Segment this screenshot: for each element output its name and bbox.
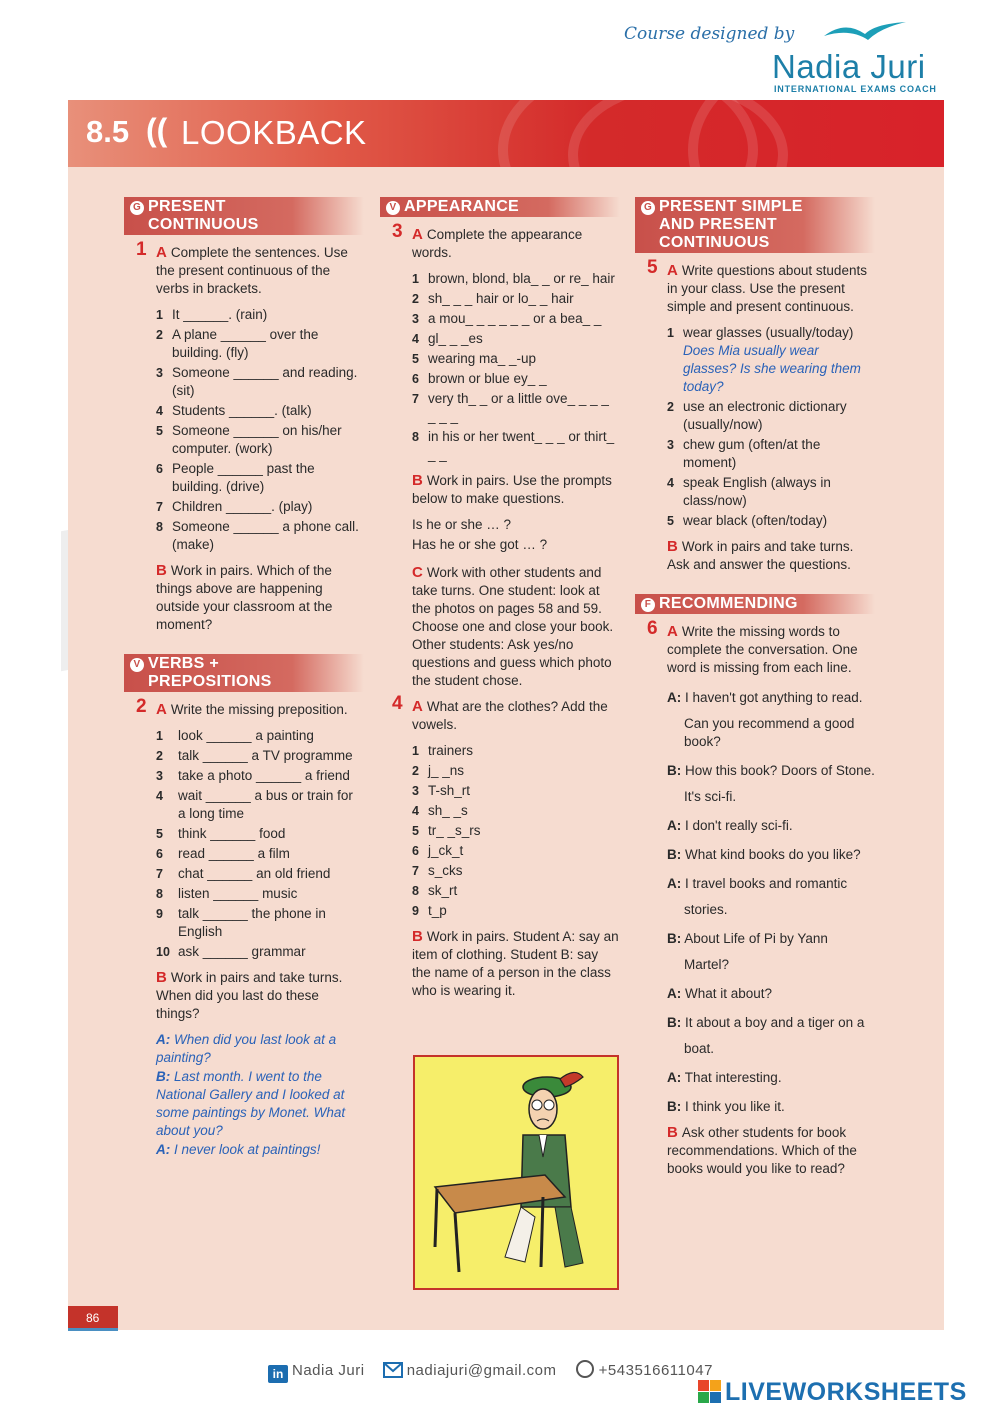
column-3 xyxy=(635,197,875,1186)
student-at-desk-drawing xyxy=(415,1057,617,1288)
liveworksheets-icon xyxy=(698,1380,722,1404)
list-item[interactable]: 7 Children ______. (play) xyxy=(156,499,313,514)
list-item[interactable]: 3 T-sh_rt xyxy=(412,783,471,798)
list-item[interactable]: 5 think ______ food xyxy=(156,826,286,841)
lesson-title: LOOKBACK xyxy=(181,114,367,151)
footer-email[interactable]: nadiajuri@gmail.com xyxy=(406,1362,557,1379)
example-answer: Does Mia usually wear glasses? Is she wearing them today? xyxy=(683,343,861,394)
vocabulary-badge-icon: V xyxy=(386,201,400,215)
list-item[interactable]: 1 wear glasses (usually/today) Does Mia usually wear glasses? Is she wearing them today? xyxy=(667,325,861,394)
list-item[interactable]: 2 use an electronic dictionary (usually/now) xyxy=(667,399,847,432)
worksheet-page xyxy=(68,100,944,1330)
list-item[interactable]: 1 brown, blond, bla_ _ or re_ hair xyxy=(412,271,615,286)
list-item[interactable]: 4 gl_ _ _es xyxy=(412,331,483,346)
conversation-line[interactable]: B: What kind books do you like? xyxy=(667,847,861,862)
exercise-5b: B Work in pairs and take turns. Ask and answer the questions. xyxy=(667,538,854,572)
list-item[interactable]: 4 Students ______. (talk) xyxy=(156,403,312,418)
grammar-badge-icon: G xyxy=(641,201,655,215)
list-item[interactable]: 6 People ______ past the building. (drive) xyxy=(156,461,315,494)
list-item[interactable]: 6 j_ck_t xyxy=(412,843,464,858)
exercise-5-list xyxy=(635,324,875,530)
function-badge-icon: F xyxy=(641,598,655,612)
exercise-4b: B Work in pairs. Student A: say an item of clothing. Student B: say the name of a person in the class who is wearing it. xyxy=(412,928,619,998)
exercise-4-list xyxy=(380,742,620,920)
exercise-3a: 3 A Complete the appearance words. xyxy=(392,221,583,260)
brand-name: Nadia Juri xyxy=(772,48,926,85)
list-item[interactable]: 5 wear black (often/today) xyxy=(667,513,828,528)
section-appearance: V APPEARANCE xyxy=(380,197,620,217)
footer-phone[interactable]: +543516611047 xyxy=(598,1362,713,1379)
linkedin-icon[interactable]: in xyxy=(268,1365,288,1383)
list-item[interactable]: 5 Someone ______ on his/her computer. (work) xyxy=(156,423,342,456)
conversation-line[interactable]: B: About Life of Pi by Yann Martel? xyxy=(667,931,828,972)
example-dialogue: A: When did you last look at a painting? B: Last month. I went to the National Gallery and I looked at some paintings by Monet. What about you? A: I never look at paintings! xyxy=(156,1032,346,1157)
email-icon xyxy=(383,1362,403,1380)
list-item[interactable]: 4 wait ______ a bus or train for a long time xyxy=(156,788,353,821)
exercise-6a: 6 A Write the missing words to complete the conversation. One word is missing from each line. xyxy=(647,618,858,675)
list-item[interactable]: 8 listen ______ music xyxy=(156,886,298,901)
list-item[interactable]: 2 sh_ _ _ hair or lo_ _ hair xyxy=(412,291,574,306)
list-item[interactable]: 2 j_ _ns xyxy=(412,763,465,778)
section-recommending: F RECOMMENDING xyxy=(635,594,875,614)
list-item[interactable]: 4 sh_ _s xyxy=(412,803,468,818)
prompt: Has he or she got … ? xyxy=(412,537,548,552)
exercise-2-list xyxy=(124,727,364,961)
exercise-1a: 1 A Complete the sentences. Use the present continuous of the verbs in brackets. xyxy=(136,239,348,296)
conversation xyxy=(635,689,875,1116)
list-item[interactable]: 4 speak English (always in class/now) xyxy=(667,475,831,508)
bird-logo-icon xyxy=(820,18,910,48)
conversation-line[interactable]: B: How this book? Doors of Stone. It's sci-fi. xyxy=(667,763,875,804)
list-item[interactable]: 10 ask ______ grammar xyxy=(156,944,306,959)
list-item[interactable]: 3 Someone ______ and reading. (sit) xyxy=(156,365,358,398)
list-item[interactable]: 3 take a photo ______ a friend xyxy=(156,768,350,783)
grammar-badge-icon: G xyxy=(130,201,144,215)
conversation-line[interactable]: A: That interesting. xyxy=(667,1070,782,1085)
exercise-3c: C Work with other students and take turns. One student: look at the photos on pages 58 and 59. Choose one and close your book. Other students: Ask yes/no questions and guess which photo the student chose. xyxy=(412,564,614,688)
conversation-line[interactable]: A: I haven't got anything to read. Can you recommend a good book? xyxy=(667,690,863,749)
list-item[interactable]: 2 A plane ______ over the building. (fly) xyxy=(156,327,319,360)
list-item[interactable]: 7 s_cks xyxy=(412,863,463,878)
list-item[interactable]: 3 a mou_ _ _ _ _ _ or a bea_ _ xyxy=(412,311,602,326)
prompt: Is he or she … ? xyxy=(412,517,512,532)
list-item[interactable]: 5 wearing ma_ _-up xyxy=(412,351,537,366)
brand-header xyxy=(620,18,960,98)
column-1 xyxy=(124,197,364,1167)
list-item[interactable]: 9 talk ______ the phone in English xyxy=(156,906,326,939)
exercise-3-list xyxy=(380,270,620,464)
lesson-header xyxy=(68,100,944,167)
page-number-bar xyxy=(68,1328,118,1331)
conversation-line[interactable]: B: It about a boy and a tiger on a boat. xyxy=(667,1015,865,1056)
liveworksheets-text: LIVEWORKSHEETS xyxy=(725,1378,967,1406)
list-item[interactable]: 2 talk ______ a TV programme xyxy=(156,748,353,763)
brand-subtitle: INTERNATIONAL EXAMS COACH xyxy=(774,84,937,94)
list-item[interactable]: 6 read ______ a film xyxy=(156,846,290,861)
list-item[interactable]: 8 in his or her twent_ _ _ or thirt_ _ _ xyxy=(412,429,615,462)
list-item[interactable]: 7 very th_ _ or a little ove_ _ _ _ _ _ _ xyxy=(412,391,609,424)
contact-footer xyxy=(268,1360,727,1383)
whatsapp-icon xyxy=(575,1360,595,1378)
section-present-simple-continuous: G PRESENT SIMPLE AND PRESENT CONTINUOUS xyxy=(635,197,875,253)
list-item[interactable]: 7 chat ______ an old friend xyxy=(156,866,331,881)
exercise-5a: 5 A Write questions about students in your class. Use the present simple and present continuous. xyxy=(647,257,867,314)
list-item[interactable]: 5 tr_ _s_rs xyxy=(412,823,481,838)
list-item[interactable]: 1 It ______. (rain) xyxy=(156,307,268,322)
list-item[interactable]: 8 sk_rt xyxy=(412,883,458,898)
conversation-line[interactable]: B: I think you like it. xyxy=(667,1099,785,1114)
exercise-6b: B Ask other students for book recommendations. Which of the books would you like to read? xyxy=(667,1124,857,1176)
lesson-number: 8.5 xyxy=(86,114,130,149)
list-item[interactable]: 6 brown or blue ey_ _ xyxy=(412,371,547,386)
list-item[interactable]: 1 trainers xyxy=(412,743,474,758)
list-item[interactable]: 8 Someone ______ a phone call. (make) xyxy=(156,519,359,552)
exercise-2a: 2 A Write the missing preposition. xyxy=(136,696,348,718)
exercise-3b: B Work in pairs. Use the prompts below to make questions. xyxy=(412,472,612,506)
section-verbs-prepositions: V VERBS + PREPOSITIONS xyxy=(124,654,364,692)
list-item[interactable]: 9 t_p xyxy=(412,903,447,918)
audio-icon: (( xyxy=(146,112,168,148)
conversation-line[interactable]: A: I don't really sci-fi. xyxy=(667,818,793,833)
list-item[interactable]: 3 chew gum (often/at the moment) xyxy=(667,437,821,470)
exercise-4a: 4 A What are the clothes? Add the vowels. xyxy=(392,693,608,732)
section-present-continuous: G PRESENT CONTINUOUS xyxy=(124,197,364,235)
conversation-line[interactable]: A: I travel books and romantic stories. xyxy=(667,876,848,917)
vocabulary-badge-icon: V xyxy=(130,658,144,672)
footer-name[interactable]: Nadia Juri xyxy=(292,1362,365,1379)
column-2 xyxy=(380,197,620,1008)
exercise-1b: B Work in pairs. Which of the things above are happening outside your classroom at the moment? xyxy=(156,562,333,632)
cartoon-illustration xyxy=(413,1055,619,1290)
exercise-1-list xyxy=(124,306,364,554)
conversation-line[interactable]: A: What it about? xyxy=(667,986,773,1001)
designed-by-text: Course designed by xyxy=(624,24,795,44)
list-item[interactable]: 1 look ______ a painting xyxy=(156,728,314,743)
page-number: 86 xyxy=(68,1306,118,1330)
exercise-2b: B Work in pairs and take turns. When did you last do these things? xyxy=(156,969,343,1021)
